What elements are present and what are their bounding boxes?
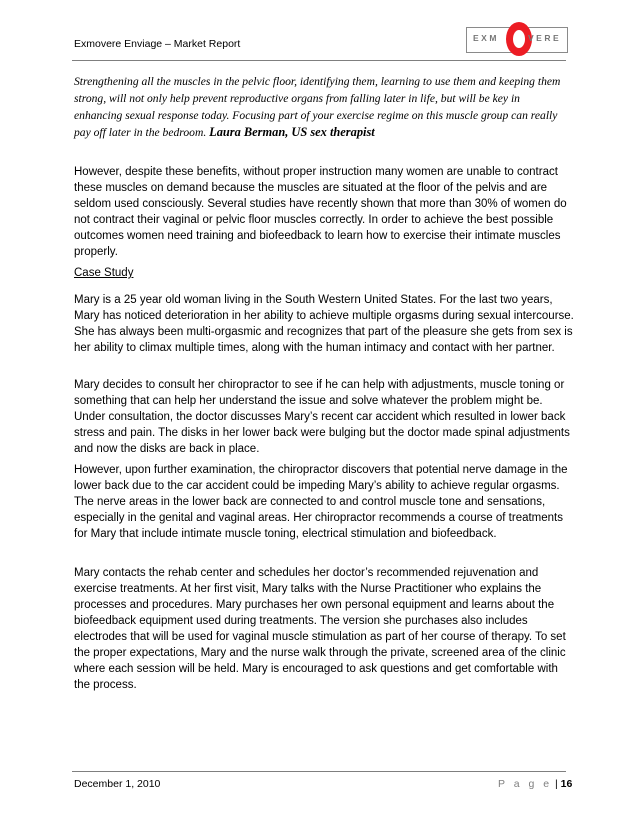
intro-paragraph: However, despite these benefits, without proper instruction many women are unable to contract these muscles on demand because the muscles are situated at the floor of the pelvis and are seldom used consciously. Several studies have recently shown that more than 30% of women do not contract their vaginal or pelvic floor muscles correctly. In order to achieve the best possible outcomes women need training and biofeedback to learn how to exercise their intimate muscles properly. — [74, 166, 567, 258]
header-title: Exmovere Enviage – Market Report — [74, 38, 241, 50]
logo-ring-hole — [513, 30, 525, 48]
page-number: 16 — [560, 778, 573, 790]
logo-text-right: VERE — [528, 33, 562, 43]
case-paragraph-3: However, upon further examination, the chiropractor discovers that potential nerve damage in the lower back due to the car accident could be impeding Mary’s ability to achieve regular orgasms. The nerve areas in the lower back are connected to and control muscle tone and sensations, especially in the genital and vaginal areas. Her chiropractor recommends a course of treatments for Mary that include intimate muscle toning, electrical stimulation and biofeedback. — [74, 464, 568, 540]
header-divider — [72, 60, 566, 61]
case-paragraph-4: Mary contacts the rehab center and schedules her doctor’s recommended rejuvenation and exercise treatments. At her first visit, Mary talks with the Nurse Practitioner who explains the processes and procedures. Mary purchases her own personal equipment and learns about the biofeedback equipment used during treatments. The version she purchases also includes electrodes that will be used for vaginal muscle stimulation as part of her course of therapy. To set the proper expectations, Mary and the nurse walk through the private, screened area of the clinic where each session will be held. Mary is encouraged to ask questions and get comfortable with the process. — [74, 567, 566, 691]
case-paragraph-2: Mary decides to consult her chiropractor to see if he can help with adjustments, muscle toning or something that can help her understand the issue and solve whatever the problem might be. Under consultation, the doctor discusses Mary’s recent car accident which resulted in lower back stress and pain. The disks in her lower back were bulging but the doctor made spinal adjustments and now the disks are back in place. — [74, 379, 570, 455]
footer-divider — [72, 771, 566, 772]
case-study-heading: Case Study — [74, 267, 134, 279]
footer-date: December 1, 2010 — [74, 778, 161, 790]
logo-text-left: EXM — [473, 33, 499, 43]
quote-author: Laura Berman, US sex therapist — [209, 125, 375, 139]
case-paragraph-1: Mary is a 25 year old woman living in the South Western United States. For the last two years, Mary has noticed deterioration in her ability to achieve multiple orgasms during sexual intercourse. She has always been multi-orgasmic and recognizes that part of the pleasure she gets from sex is her ability to climax multiple times, along with the human intimacy and contact with her partner. — [74, 294, 574, 354]
pull-quote — [74, 73, 570, 141]
page-label: P a g e — [498, 778, 553, 790]
quote-text: Strengthening all the muscles in the pelvic floor, identifying them, learning to use them and keeping them strong, will not only help prevent reproductive organs from falling later in life, but will be key in enhancing sexual response today. Focusing part of your exercise regime on this muscle group can really pay off later in the bedroom. — [74, 75, 561, 139]
page-separator: | — [555, 778, 558, 790]
footer-page-number — [498, 778, 572, 790]
exmovere-logo — [466, 20, 568, 60]
